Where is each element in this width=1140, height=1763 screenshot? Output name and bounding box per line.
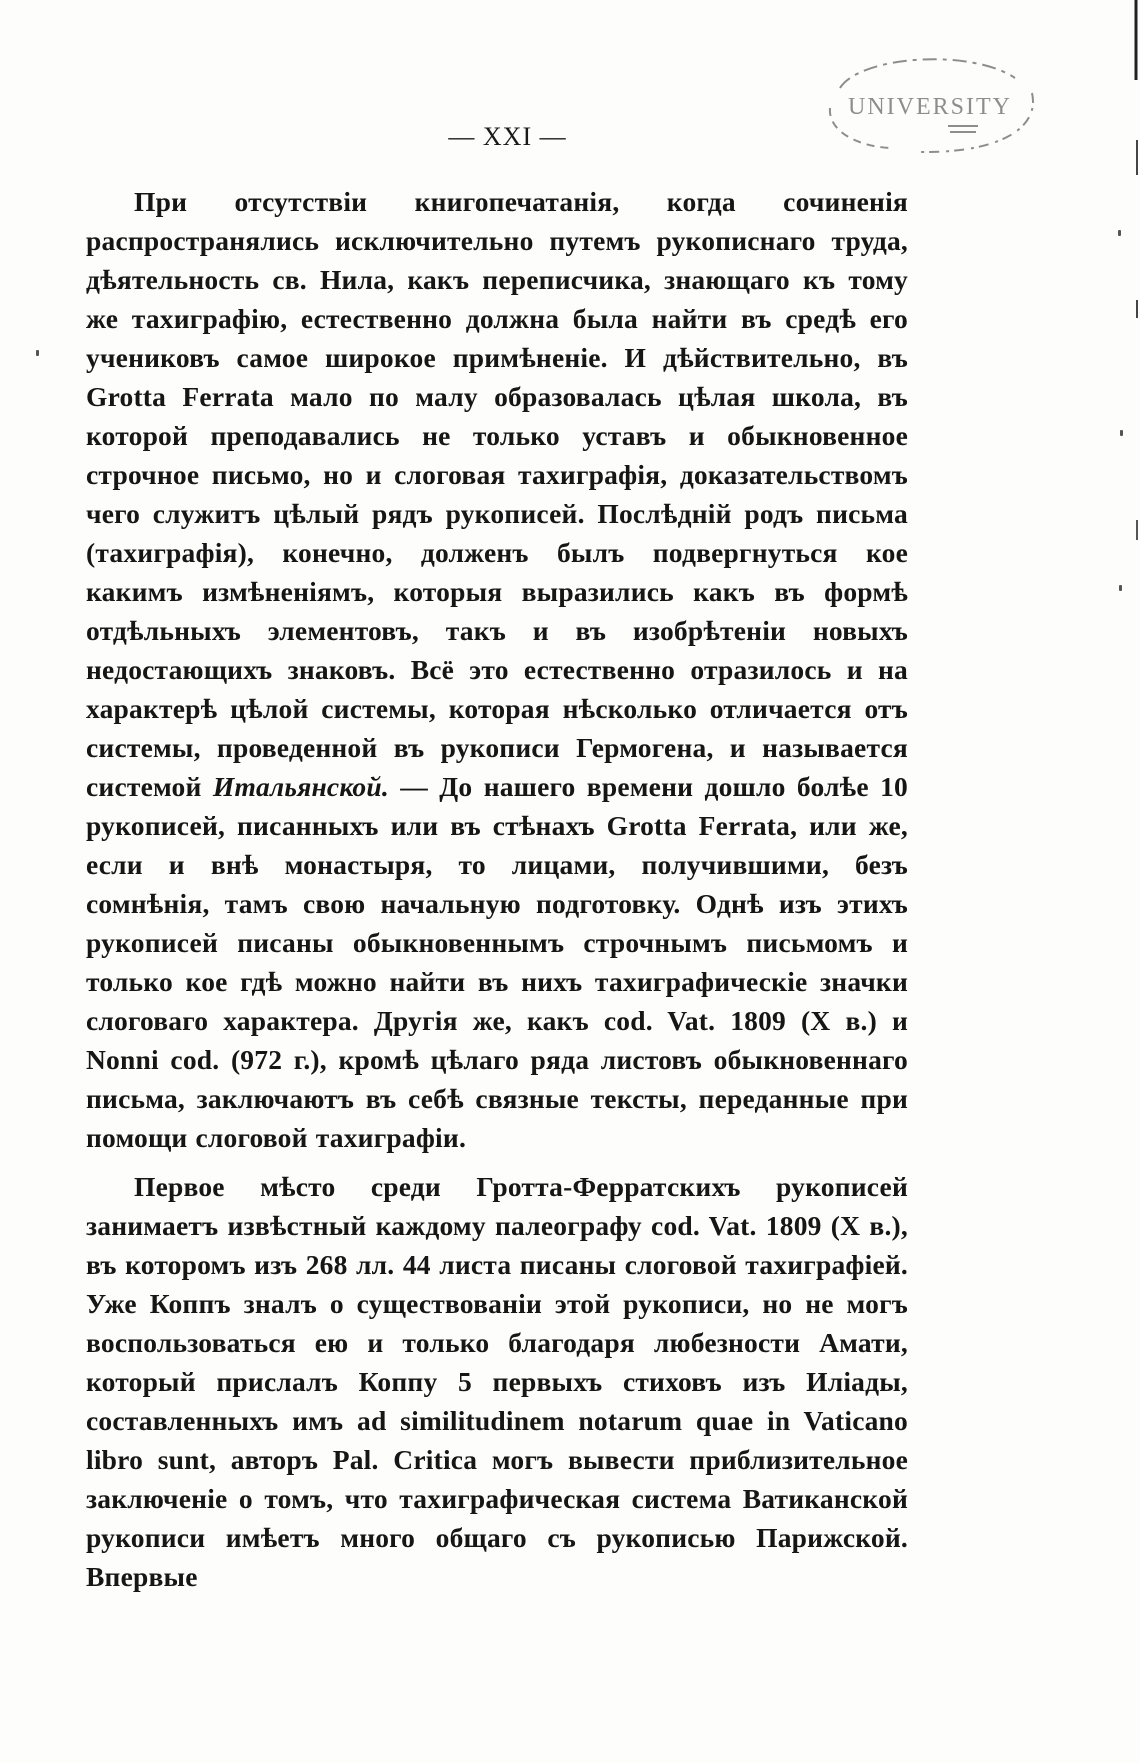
body-text xyxy=(86,182,908,1596)
paragraph-1 xyxy=(86,182,908,1157)
paragraph-2: Первое мѣсто среди Гротта-Ферратскихъ рукописей занимаетъ извѣстный каждому палеографу cod. Vat. 1809 (X в.), въ которомъ изъ 268 лл. 44 листа писаны слоговой тахиграфіей. Уже Коппъ зналъ о существованіи этой рукописи, но не могъ воспользоваться ею и только благодаря любезности Амати, который прислалъ Коппу 5 первыхъ стиховъ изъ Иліады, составленныхъ имъ ad similitudinem notarum quae in Vaticano libro sunt, авторъ Pal. Critica могъ вывести приблизительное заключеніе о томъ, что тахиграфическая система Ватиканской рукописи имѣетъ много общаго съ рукописью Парижской. Впервые xyxy=(86,1171,908,1592)
paragraph-1-text: При отсутствіи книгопечатанія, когда сочиненія распространялись исключительно путемъ рукописнаго труда, дѣятельность св. Нила, какъ переписчика, знающаго къ тому же тахиграфію, естественно должна была найти въ средѣ его учениковъ самое широкое примѣненіе. И дѣйствительно, въ Grotta Ferrata мало по малу образовалась цѣлая школа, въ которой преподавались не только уставъ и обыкновенное строчное письмо, но и слоговая тахиграфія, доказательствомъ чего служитъ цѣлый рядъ рукописей. Послѣдній родъ письма (тахиграфія), конечно, долженъ былъ подвергнуться кое какимъ измѣненіямъ, которыя выразились какъ въ формѣ отдѣльныхъ элементовъ, такъ и въ изобрѣтеніи новыхъ недостающихъ знаковъ. Всё это естественно отразилось и на характерѣ цѣлой системы, которая нѣсколько отличается отъ системы, проведенной въ рукописи Гермогена, и называется системой xyxy=(86,186,908,802)
page-edge xyxy=(1128,0,1140,1763)
page-number: — XXI — xyxy=(448,122,567,151)
margin-mark xyxy=(1118,230,1121,236)
paragraph-1-continuation: — До нашего времени дошло болѣе 10 рукописей, писанныхъ или въ стѣнахъ Grotta Ferrata, или же, если и внѣ монастыря, то лицами, получившими, безъ сомнѣнія, тамъ свою начальную подготовку. Однѣ изъ этихъ рукописей писаны обыкновеннымъ строчнымъ письмомъ и только кое гдѣ можно найти въ нихъ тахиграфическіе значки слоговаго характера. Другія же, какъ cod. Vat. 1809 (X в.) и Nonni cod. (972 г.), кромѣ цѣлаго ряда листовъ обыкновеннаго письма, заключаютъ въ себѣ связные тексты, переданные при помощи слоговой тахиграфіи. xyxy=(86,771,909,1153)
margin-mark xyxy=(1120,430,1123,436)
margin-mark xyxy=(1119,585,1122,591)
margin-mark xyxy=(36,350,39,356)
italic-term: Итальянской. xyxy=(212,771,389,802)
stamp-text: UNIVERSITY xyxy=(848,94,1012,120)
